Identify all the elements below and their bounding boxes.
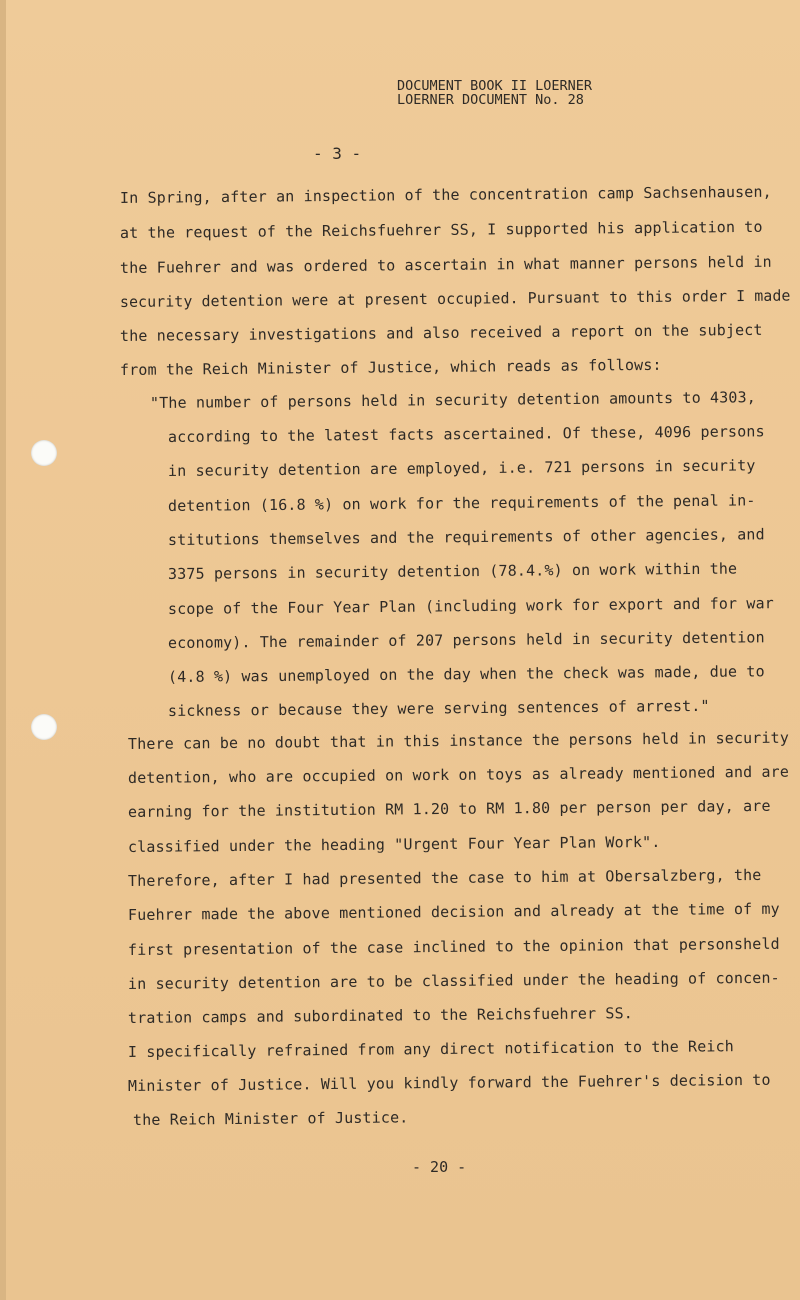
punch-hole [31,440,57,466]
text-line: from the Reich Minister of Justice, which reads as follows: [119,355,662,379]
quoted-text-line: (4.8 %) was unemployed on the day when the check was made, due to [167,662,765,686]
page-number-bottom: - 20 - [412,1158,467,1176]
quoted-text-line: scope of the Four Year Plan (including work for export and for war [167,594,774,618]
quoted-text-line: "The number of persons held in security detention amounts to 4303, [149,388,756,412]
text-line: classified under the heading "Urgent Four Year Plan Work". [127,832,661,856]
text-line: earning for the institution RM 1.20 to RM 1.80 per person per day, are [127,796,771,821]
text-line: Therefore, after I had presented the case to him at Obersalzberg, the [127,865,762,890]
text-line: tration camps and subordinated to the Reichsfuehrer SS. [127,1004,634,1027]
text-line: at the request of the Reichsfuehrer SS, I supported his application to [119,217,763,242]
quoted-text-line: detention (16.8 %) on work for the requirements of the penal in- [167,491,756,515]
quoted-text-line: stitutions themselves and the requirements of other agencies, and [167,525,765,549]
text-line: security detention were at present occupied. Pursuant to this order I made [119,286,791,311]
text-line: first presentation of the case inclined to the opinion that personsheld [127,934,780,959]
text-line: the necessary investigations and also received a report on the subject [119,320,763,345]
text-line: Fuehrer made the above mentioned decision and already at the time of my [127,899,780,924]
page-edge [0,0,6,1300]
page-number-top: - 3 - [313,144,362,163]
punch-hole [31,714,57,740]
quoted-text-line: economy). The remainder of 207 persons held in security detention [167,628,765,652]
text-line: I specifically refrained from any direct notification to the Reich [127,1037,734,1061]
document-book-header: DOCUMENT BOOK II LOERNER [397,78,593,94]
text-line: Minister of Justice. Will you kindly forward the Fuehrer's decision to [127,1070,771,1095]
text-line: in security detention are to be classified under the heading of concen- [127,968,780,993]
quoted-text-line: in security detention are employed, i.e. 721 persons in security [167,456,756,480]
text-line: In Spring, after an inspection of the concentration camp Sachsenhausen, [119,182,772,207]
text-line: detention, who are occupied on work on toys as already mentioned and are [127,762,790,787]
quoted-text-line: 3375 persons in security detention (78.4.%) on work within the [167,559,738,583]
quoted-text-line: according to the latest facts ascertained. Of these, 4096 persons [167,422,765,446]
quoted-text-line: sickness or because they were serving sentences of arrest." [167,696,710,720]
text-line: There can be no doubt that in this instance the persons held in security [127,728,790,753]
document-number-header: LOERNER DOCUMENT No. 28 [397,92,584,108]
text-line: the Fuehrer and was ordered to ascertain in what manner persons held in [119,252,772,277]
text-line: the Reich Minister of Justice. [132,1108,409,1129]
